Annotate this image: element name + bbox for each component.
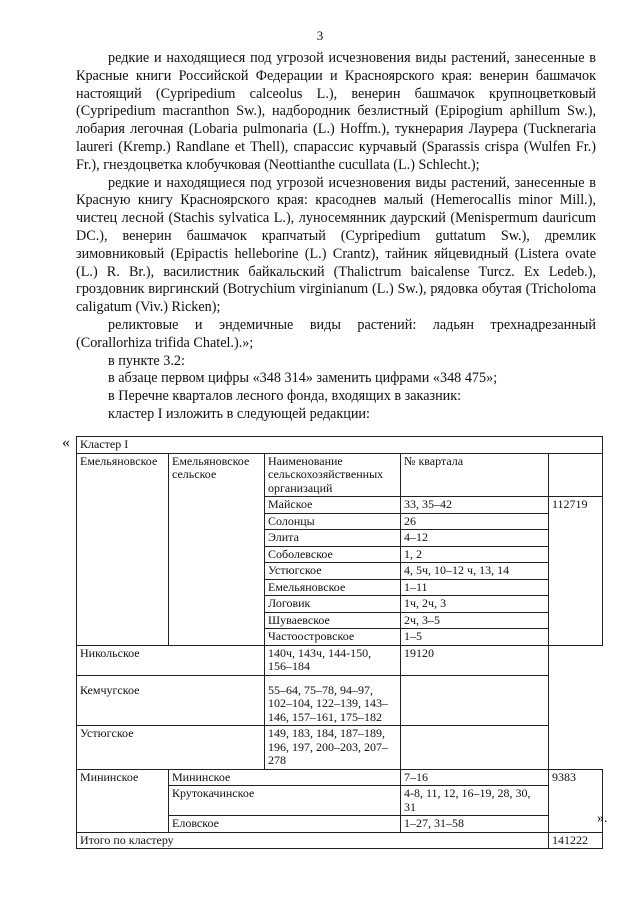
organization-cell: Устюгское (265, 563, 401, 580)
settlement-cell: Еловское (169, 816, 401, 833)
settlement-cell: Никольское (77, 645, 265, 675)
quarter-cell: 1–11 (401, 579, 549, 596)
organization-cell: Частоостровское (265, 629, 401, 646)
table-row (77, 726, 603, 770)
settlement-cell: Емельяновское сельское (169, 453, 265, 645)
quarter-cell: 149, 183, 184, 187–189, 196, 197, 200–203, 207–278 (265, 726, 401, 770)
settlement-cell: Кемчугское (77, 675, 265, 726)
organization-cell: Майское (265, 497, 401, 514)
area-cell: 112719 (549, 497, 603, 646)
total-value: 141222 (549, 832, 603, 849)
organization-cell: Солонцы (265, 513, 401, 530)
settlement-cell: Крутокачинское (169, 786, 401, 816)
organization-cell: Соболевское (265, 546, 401, 563)
amendment-item: в пункте 3.2: (108, 352, 185, 369)
district-cell: Мининское (77, 769, 169, 832)
quarter-cell: 26 (401, 513, 549, 530)
table-row (77, 675, 603, 726)
area-cell: 9383 (549, 769, 603, 832)
quarter-cell: 33, 35–42 (401, 497, 549, 514)
quarter-cell: 1ч, 2ч, 3 (401, 596, 549, 613)
table-row (77, 832, 603, 849)
amendment-item: в Перечне кварталов лесного фонда, входящих в заказник: (108, 388, 462, 405)
table-row (77, 769, 603, 786)
area-cell: 19120 (401, 645, 549, 675)
paragraph-endangered-regional: редкие и находящиеся под угрозой исчезновения виды растений, занесенные в Красную книгу Красноярского края: красоднев малый (Hemerocallis minor Mill.), чистец лесной (Stachis sylvatica L.), луносемянник даурский (Menispermum dauricum DC.), венерин башмачок крапчатый (Cypripedium guttatum Sw.), дремлик зимовниковый (Epipactis helleborine (L.) Crantz), тайник яйцевидный (Listera ovate (L.) R. Br.), василистник байкальский (Thalictrum baicalense Turcz. Ex Ledeb.), гроздовник виргинский (Botrychium virginianum (L.) Sw.), рядовка обутая (Tricholoma caligatum (Viv.) Ricken); (76, 174, 596, 316)
quarter-cell: 7–16 (401, 769, 549, 786)
cluster-title: Кластер I (77, 437, 603, 454)
quarter-cell: 4-8, 11, 12, 16–19, 28, 30, 31 (401, 786, 549, 816)
total-label: Итого по кластеру (77, 832, 549, 849)
header-quarter: № квартала (401, 453, 549, 497)
organization-cell: Емельяновское (265, 579, 401, 596)
closing-quote: ». (597, 811, 608, 826)
empty-cell (401, 675, 549, 726)
header-organization: Наименование сельскохозяйственных организаций (265, 453, 401, 497)
quarter-cell: 1–27, 31–58 (401, 816, 549, 833)
district-cell: Емельяновское (77, 453, 169, 645)
quarter-cell: 1–5 (401, 629, 549, 646)
body-text (76, 50, 596, 424)
opening-quote: « (62, 434, 70, 451)
quarter-cell: 4, 5ч, 10–12 ч, 13, 14 (401, 563, 549, 580)
quarter-cell: 55–64, 75–78, 94–97, 102–104, 122–139, 143–146, 157–161, 175–182 (265, 675, 401, 726)
quarter-cell: 4–12 (401, 530, 549, 547)
organization-cell: Элита (265, 530, 401, 547)
table-row (77, 645, 603, 675)
organization-cell: Логовик (265, 596, 401, 613)
page-number: 3 (316, 28, 324, 43)
empty-cell (401, 726, 549, 770)
amendment-item: кластер I изложить в следующей редакции: (108, 405, 370, 422)
quarter-cell: 2ч, 3–5 (401, 612, 549, 629)
quarter-cell: 1, 2 (401, 546, 549, 563)
amendment-item: в абзаце первом цифры «348 314» заменить цифрами «348 475»; (108, 370, 498, 387)
table-row (77, 453, 603, 497)
cluster-table (76, 436, 603, 849)
settlement-cell: Мининское (169, 769, 401, 786)
paragraph-relict: реликтовые и эндемичные виды растений: ладьян трехнадрезанный (Corallorhiza trifida Chatel.).»; (76, 316, 596, 351)
quarter-cell: 140ч, 143ч, 144-150, 156–184 (265, 645, 401, 675)
organization-cell: Шуваевское (265, 612, 401, 629)
empty-cell (549, 453, 603, 497)
paragraph-endangered-federal: редкие и находящиеся под угрозой исчезновения виды растений, занесенные в Красные книги Российской Федерации и Красноярского края: венерин башмачок настоящий (Cypripedium calceolus L.), венерин башмачок крупноцветковый (Cypripedium macranthon Sw.), надбородник безлистный (Epipogium aphillum Sw.), лобария легочная (Lobaria pulmonaria (L.) Hoffm.), тукнерария Лаурера (Tuckneraria laureri (Kremp.) Randlane et Thell), спарассис курчавый (Sparassis crispa (Wulfen Fr.) Fr.), гнездоцветка клобучковая (Neottianthe cucullata (L.) Schlecht.); (76, 50, 596, 173)
settlement-cell: Устюгское (77, 726, 265, 770)
table-row (77, 437, 603, 454)
